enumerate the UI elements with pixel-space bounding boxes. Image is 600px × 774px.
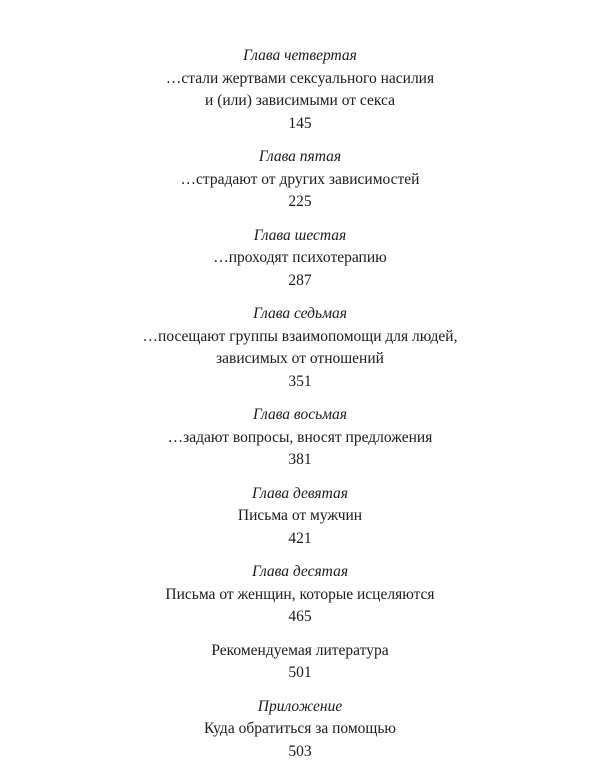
toc-entry-chapter-10 [0, 561, 600, 629]
toc-entry-chapter-5 [0, 146, 600, 214]
page-number: 287 [288, 271, 312, 289]
page-number: 381 [288, 451, 312, 468]
toc-entry-chapter-8 [0, 404, 600, 472]
chapter-title-line: Куда обратиться за помощью [203, 720, 397, 737]
chapter-title-line: …посещают группы взаимопомощи для людей, [142, 327, 458, 345]
toc-entry-chapter-7 [0, 303, 600, 393]
toc-entry-appendix [0, 696, 600, 764]
chapter-title-line: и (или) зависимыми от секса [205, 92, 395, 109]
chapter-label: Глава пятая [258, 148, 342, 165]
chapter-label: Глава восьмая [253, 406, 347, 423]
toc-entry-recommended-reading [0, 640, 600, 685]
page-number: 145 [288, 114, 312, 132]
chapter-label: Глава четвертая [243, 47, 357, 64]
section-title: Рекомендуемая литература [211, 641, 389, 659]
chapter-label: Глава девятая [252, 484, 348, 502]
chapter-title-line: …задают вопросы, вносят предложения [167, 428, 433, 446]
toc-entry-chapter-9 [0, 483, 600, 551]
chapter-label: Приложение [257, 697, 343, 715]
chapter-title-line: Письма от мужчин [237, 507, 363, 524]
chapter-label: Глава десятая [251, 563, 349, 580]
page-number: 351 [288, 372, 312, 390]
page-number: 465 [288, 608, 312, 625]
page-number: 421 [288, 529, 312, 547]
chapter-title-line: …проходят психотерапию [213, 249, 387, 266]
chapter-title-line: Письма от женщин, которые исцеляются [165, 585, 435, 603]
chapter-label: Глава шестая [253, 226, 347, 244]
page-number: 503 [288, 742, 312, 760]
chapter-label: Глава седьмая [253, 305, 347, 322]
chapter-title-line: зависимых от отношений [216, 350, 384, 367]
page-number: 501 [288, 664, 312, 681]
table-of-contents [0, 45, 600, 774]
toc-entry-chapter-4 [0, 45, 600, 135]
toc-entry-chapter-6 [0, 225, 600, 293]
page-number: 225 [288, 193, 312, 210]
chapter-title-line: …стали жертвами сексуального насилия [165, 69, 435, 87]
chapter-title-line: …страдают от других зависимостей [180, 170, 420, 188]
